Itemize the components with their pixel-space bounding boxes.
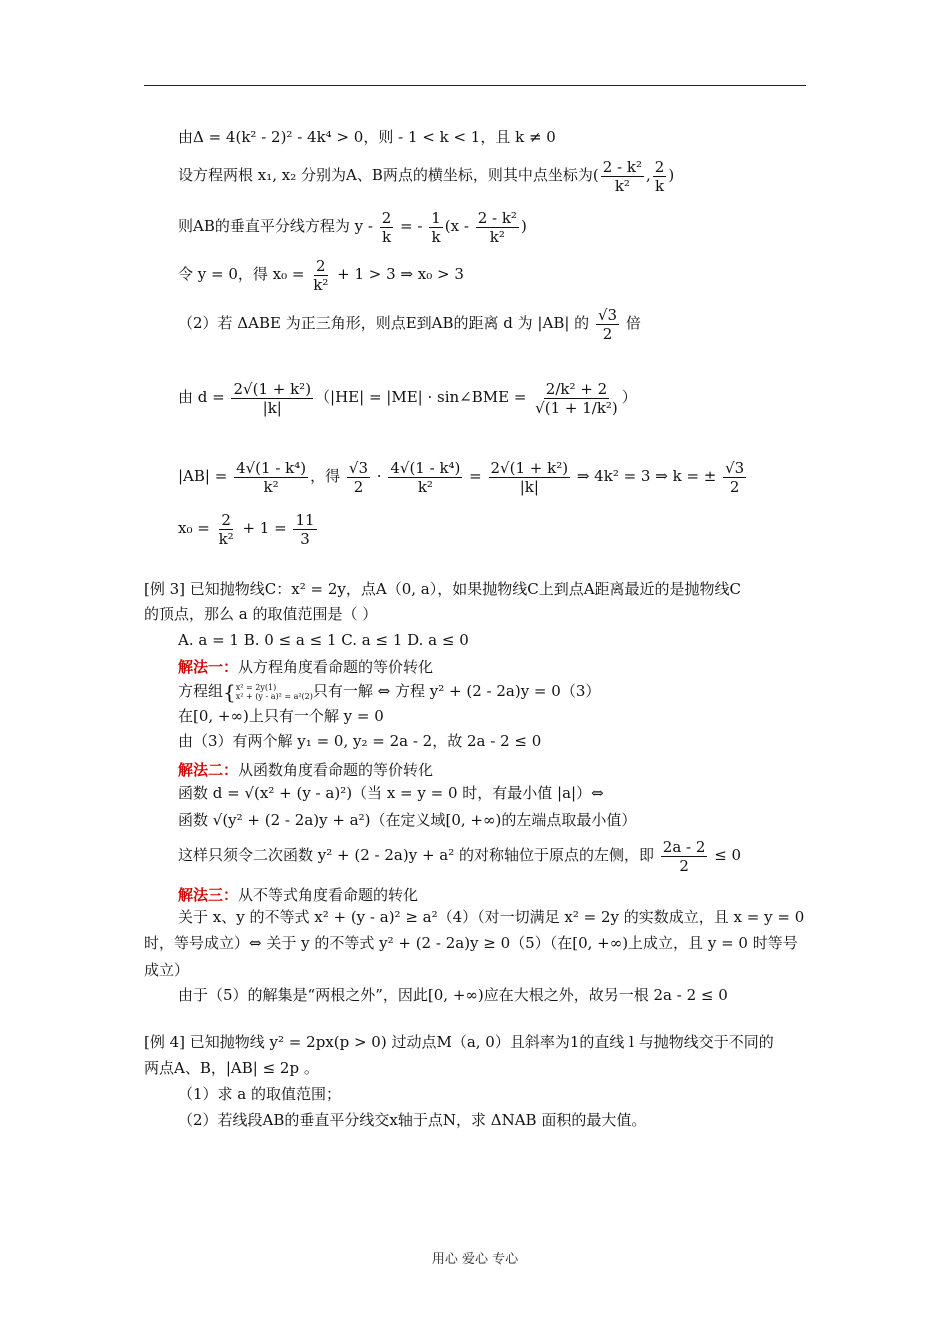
fraction: [293, 511, 316, 548]
numerator: 11: [295, 510, 315, 529]
method1-line1: [178, 680, 600, 703]
denominator: 2: [353, 477, 364, 496]
numerator: 1: [431, 208, 441, 227]
text: (x -: [444, 217, 474, 235]
text: + 1 =: [237, 519, 292, 537]
text: = -: [395, 217, 428, 235]
denominator: k²: [313, 275, 329, 294]
example3-options: A. a = 1 B. 0 ≤ a ≤ 1 C. a ≤ 1 D. a ≤ 0: [178, 631, 469, 649]
denominator: k²: [263, 477, 279, 496]
denominator: k: [655, 176, 665, 195]
example4-line2: 两点A、B，|AB| ≤ 2p 。: [144, 1059, 319, 1077]
text: x₀ =: [178, 519, 215, 537]
text: ）: [621, 388, 637, 406]
method1-line3: 由（3）有两个解 y₁ = 0, y₂ = 2a - 2，故 2a - 2 ≤ 0: [178, 732, 542, 750]
line-discriminant: 由Δ = 4(k² - 2)² - 4k⁴ > 0，则 - 1 < k < 1，且 k ≠ 0: [178, 128, 556, 146]
text: （2）若 ΔABE 为正三角形，则点E到AB的距离 d 为 |AB| 的: [178, 314, 594, 332]
header-rule: [144, 85, 806, 86]
denominator: 3: [300, 529, 310, 548]
denominator: 2: [602, 324, 613, 343]
fraction: [723, 459, 746, 496]
numerator: 2: [654, 157, 665, 176]
numerator: 2 - k²: [477, 208, 517, 227]
denominator: √(1 + 1/k²): [535, 398, 618, 417]
brace: {: [223, 680, 236, 704]
numerator: 2: [221, 510, 231, 529]
denominator: k²: [489, 227, 505, 246]
method2-line2: 函数 √(y² + (2 - 2a)y + a²)（在定义域[0, +∞)的左端点取最小值）: [178, 811, 637, 829]
text: 这样只须令二次函数 y² + (2 - 2a)y + a² 的对称轴位于原点的左侧，即: [178, 846, 659, 864]
method2-line1: 函数 d = √(x² + (y - a)²)（当 x = y = 0 时，有最小值 |a|）⇔: [178, 784, 604, 802]
line-ab-length: [178, 456, 748, 496]
line-bisector-equation: [178, 206, 527, 246]
method3-line2: 时，等号成立）⇔ 关于 y 的不等式 y² + (2 - 2a)y ≥ 0（5）（在[0, +∞)上成立，且 y = 0 时等号: [144, 934, 798, 952]
equation-2: x² + (y - a)² = a²(2): [235, 692, 313, 701]
equation-system: [236, 683, 313, 701]
text: ，得: [310, 467, 345, 485]
fraction: [653, 158, 667, 195]
fraction: [533, 380, 620, 417]
numerator: 2√(1 + k²): [233, 379, 312, 398]
method3-heading: [178, 885, 418, 905]
text: |AB| =: [178, 467, 233, 485]
fraction: [596, 306, 619, 343]
text: ): [668, 166, 675, 184]
text: + 1 > 3 ⇒ x₀ > 3: [332, 265, 464, 283]
method3-line4: 由于（5）的解集是“两根之外”，因此[0, +∞)应在大根之外，故另一根 2a - 2 ≤ 0: [178, 986, 728, 1004]
method3-line1: 关于 x、y 的不等式 x² + (y - a)² ≥ a²（4）（对一切满足 x² = 2y 的实数成立，且 x = y = 0: [178, 908, 805, 926]
text: 方程组: [178, 682, 224, 700]
line-x0: [178, 254, 464, 294]
text: 设方程两根 x₁, x₂ 分别为A、B两点的横坐标，则其中点坐标为(: [178, 166, 599, 184]
fraction: [380, 209, 394, 246]
method1-line2: 在[0, +∞)上只有一个解 y = 0: [178, 707, 384, 725]
line-part2: [178, 303, 641, 343]
line-distance: [178, 374, 637, 420]
numerator: 2√(1 + k²): [490, 458, 569, 477]
numerator: 4√(1 - k⁴): [390, 458, 461, 477]
denominator: 2: [729, 477, 740, 496]
text: ·: [372, 467, 387, 485]
method-label: 解法三：: [178, 886, 239, 904]
fraction: [234, 459, 308, 496]
numerator: 4√(1 - k⁴): [236, 458, 307, 477]
method-label: 解法二：: [178, 761, 239, 779]
example4-line1: [例 4] 已知抛物线 y² = 2px(p > 0) 过动点M（a, 0）且斜率为1的直线 l 与抛物线交于不同的: [144, 1033, 774, 1051]
method3-line3: 成立）: [144, 961, 190, 979]
equation-1: x² = 2y(1): [235, 683, 277, 692]
fraction: [489, 459, 571, 496]
page-footer: 用心 爱心 专心: [431, 1252, 519, 1267]
fraction: [231, 380, 313, 417]
denominator: k²: [218, 529, 234, 548]
text: 则AB的垂直平分线方程为 y -: [178, 217, 378, 235]
numerator: 2a - 2: [662, 837, 706, 856]
fraction: [661, 838, 708, 875]
method-description: 从方程角度看命题的等价转化: [238, 658, 434, 676]
fraction: [429, 209, 443, 246]
numerator: √3: [597, 305, 618, 324]
method2-heading: [178, 760, 433, 780]
text: （|HE| = |ME| · sin∠BME =: [315, 388, 532, 406]
denominator: k²: [614, 176, 630, 195]
fraction: [217, 511, 236, 548]
text: ≤ 0: [709, 846, 742, 864]
method-description: 从函数角度看命题的等价转化: [238, 761, 434, 779]
denominator: k: [381, 227, 392, 246]
example4-question2: （2）若线段AB的垂直平分线交x轴于点N，求 ΔNAB 面积的最大值。: [178, 1111, 647, 1129]
line-midpoint: 设方程两根 x₁, x₂ 分别为A、B两点的横坐标，则其中点坐标为( $\frac{\text{2 - k²}}{\text{k²}}$ , $\frac{2}{k}$ ): [178, 157, 675, 195]
method-description: 从不等式角度看命题的转化: [238, 886, 419, 904]
fraction: [311, 257, 330, 294]
numerator: 2/k² + 2: [545, 379, 608, 398]
line-x0-result: [178, 508, 319, 548]
text: 只有一解 ⇔ 方程 y² + (2 - 2a)y = 0（3）: [312, 682, 601, 700]
denominator: |k|: [262, 398, 282, 417]
text: ): [520, 217, 527, 235]
example3-line2: 的顶点，那么 a 的取值范围是（ ）: [144, 605, 378, 623]
numerator: 2 - k²: [602, 157, 642, 176]
fraction: [347, 459, 370, 496]
numerator: 2: [381, 208, 392, 227]
fraction: [476, 209, 519, 246]
example3-line1: [例 3] 已知抛物线C：x² = 2y，点A（0, a），如果抛物线C上到点A距离最近的是抛物线C: [144, 580, 742, 598]
method2-line3: [178, 835, 741, 875]
numerator: √3: [725, 458, 745, 477]
denominator: k: [431, 227, 441, 246]
text: 由 d =: [178, 388, 230, 406]
numerator: 2: [316, 256, 326, 275]
fraction: [388, 459, 462, 496]
text: =: [464, 467, 487, 485]
example4-question1: （1）求 a 的取值范围；: [178, 1085, 342, 1103]
denominator: |k|: [519, 477, 539, 496]
numerator: √3: [348, 458, 369, 477]
text: 倍: [621, 314, 641, 332]
denominator: 2: [679, 856, 689, 875]
method1-heading: [178, 657, 433, 677]
denominator: k²: [417, 477, 433, 496]
fraction: [601, 158, 644, 195]
text: ⇒ 4k² = 3 ⇒ k = ±: [572, 467, 722, 485]
method-label: 解法一：: [178, 658, 239, 676]
text: 令 y = 0，得 x₀ =: [178, 265, 310, 283]
